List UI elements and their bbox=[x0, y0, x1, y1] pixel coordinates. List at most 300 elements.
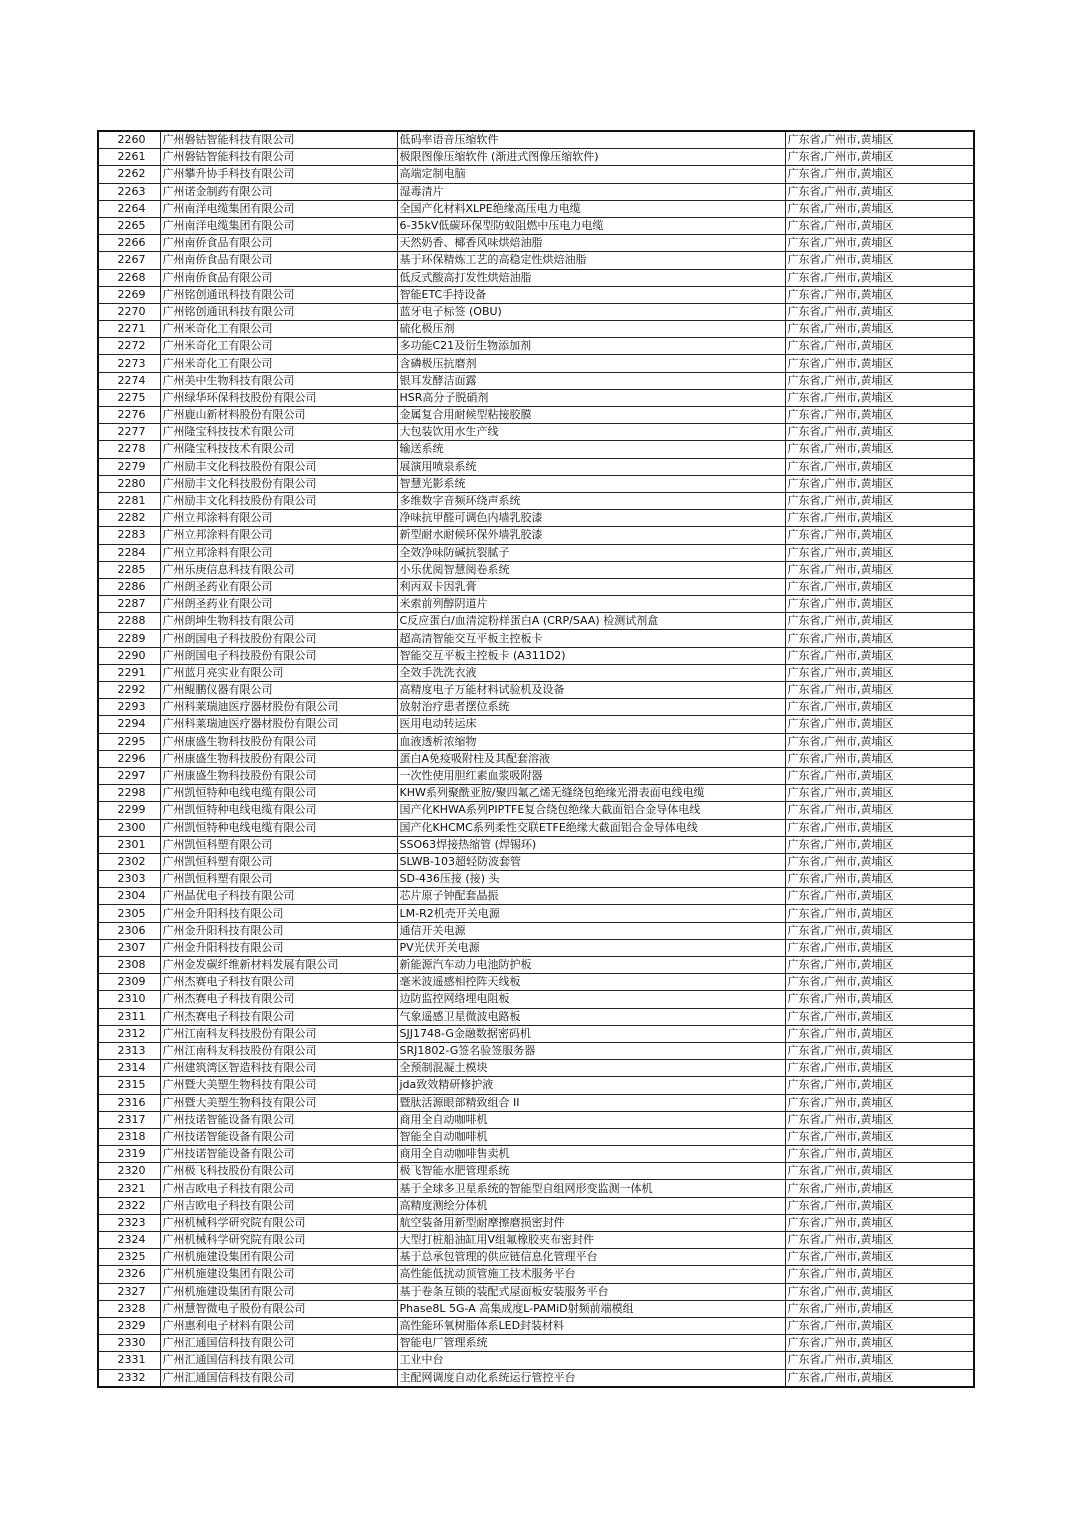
table-row bbox=[98, 974, 974, 991]
row-number-cell: 2325 bbox=[98, 1249, 160, 1266]
table-row bbox=[98, 200, 974, 217]
table-row bbox=[98, 1317, 974, 1334]
region-cell: 广东省,广州市,黄埔区 bbox=[785, 217, 974, 234]
row-number-cell: 2304 bbox=[98, 888, 160, 905]
row-number-cell: 2314 bbox=[98, 1060, 160, 1077]
table-row bbox=[98, 939, 974, 956]
region-cell: 广东省,广州市,黄埔区 bbox=[785, 1335, 974, 1352]
row-number-cell: 2298 bbox=[98, 785, 160, 802]
row-number-cell: 2312 bbox=[98, 1025, 160, 1042]
company-name-cell: 广州机施建设集团有限公司 bbox=[160, 1283, 397, 1300]
company-name-cell: 广州建筑湾区智造科技有限公司 bbox=[160, 1060, 397, 1077]
region-cell: 广东省,广州市,黄埔区 bbox=[785, 750, 974, 767]
product-name-cell: SSO63焊接热缩管 (焊锡环) bbox=[397, 836, 785, 853]
product-name-cell: 基于总承包管理的供应链信息化管理平台 bbox=[397, 1249, 785, 1266]
region-cell: 广东省,广州市,黄埔区 bbox=[785, 1369, 974, 1387]
table-row bbox=[98, 286, 974, 303]
region-cell: 广东省,广州市,黄埔区 bbox=[785, 389, 974, 406]
table-row bbox=[98, 389, 974, 406]
company-name-cell: 广州攀升协手科技有限公司 bbox=[160, 166, 397, 183]
table-row bbox=[98, 716, 974, 733]
table-row bbox=[98, 458, 974, 475]
row-number-cell: 2294 bbox=[98, 716, 160, 733]
row-number-cell: 2315 bbox=[98, 1077, 160, 1094]
company-name-cell: 广州朗圣药业有限公司 bbox=[160, 596, 397, 613]
row-number-cell: 2288 bbox=[98, 613, 160, 630]
company-name-cell: 广州朗国电子科技股份有限公司 bbox=[160, 647, 397, 664]
region-cell: 广东省,广州市,黄埔区 bbox=[785, 407, 974, 424]
company-name-cell: 广州技诺智能设备有限公司 bbox=[160, 1111, 397, 1128]
row-number-cell: 2275 bbox=[98, 389, 160, 406]
product-name-cell: 基于全球多卫星系统的智能型自组网形变监测一体机 bbox=[397, 1180, 785, 1197]
region-cell: 广东省,广州市,黄埔区 bbox=[785, 441, 974, 458]
product-name-cell: 智能电厂管理系统 bbox=[397, 1335, 785, 1352]
region-cell: 广东省,广州市,黄埔区 bbox=[785, 1180, 974, 1197]
product-name-cell: 高性能低扰动顶管施工技术服务平台 bbox=[397, 1266, 785, 1283]
row-number-cell: 2322 bbox=[98, 1197, 160, 1214]
region-cell: 广东省,广州市,黄埔区 bbox=[785, 871, 974, 888]
region-cell: 广东省,广州市,黄埔区 bbox=[785, 131, 974, 149]
region-cell: 广东省,广州市,黄埔区 bbox=[785, 424, 974, 441]
row-number-cell: 2311 bbox=[98, 1008, 160, 1025]
row-number-cell: 2331 bbox=[98, 1352, 160, 1369]
company-name-cell: 广州慧智微电子股份有限公司 bbox=[160, 1300, 397, 1317]
row-number-cell: 2285 bbox=[98, 561, 160, 578]
table-row bbox=[98, 1283, 974, 1300]
company-name-cell: 广州汇通国信科技有限公司 bbox=[160, 1335, 397, 1352]
product-name-cell: 国产化KHCMC系列柔性交联ETFE绝缘大截面铝合金导体电线 bbox=[397, 819, 785, 836]
table-row bbox=[98, 149, 974, 166]
table-row bbox=[98, 1232, 974, 1249]
product-name-cell: 输送系统 bbox=[397, 441, 785, 458]
region-cell: 广东省,广州市,黄埔区 bbox=[785, 303, 974, 320]
row-number-cell: 2273 bbox=[98, 355, 160, 372]
company-name-cell: 广州江南科友科技股份有限公司 bbox=[160, 1025, 397, 1042]
row-number-cell: 2310 bbox=[98, 991, 160, 1008]
row-number-cell: 2291 bbox=[98, 664, 160, 681]
company-name-cell: 广州汇通国信科技有限公司 bbox=[160, 1352, 397, 1369]
row-number-cell: 2293 bbox=[98, 699, 160, 716]
company-name-cell: 广州康盛生物科技股份有限公司 bbox=[160, 750, 397, 767]
row-number-cell: 2265 bbox=[98, 217, 160, 234]
product-name-cell: 大包装饮用水生产线 bbox=[397, 424, 785, 441]
company-name-cell: 广州科莱瑞迪医疗器材股份有限公司 bbox=[160, 699, 397, 716]
company-name-cell: 广州凯恒科塑有限公司 bbox=[160, 836, 397, 853]
row-number-cell: 2299 bbox=[98, 802, 160, 819]
table-row bbox=[98, 1249, 974, 1266]
table-row bbox=[98, 596, 974, 613]
row-number-cell: 2328 bbox=[98, 1300, 160, 1317]
row-number-cell: 2281 bbox=[98, 492, 160, 509]
table-row bbox=[98, 1300, 974, 1317]
product-name-cell: 血液透析浓缩物 bbox=[397, 733, 785, 750]
region-cell: 广东省,广州市,黄埔区 bbox=[785, 544, 974, 561]
row-number-cell: 2282 bbox=[98, 510, 160, 527]
product-name-cell: SJJ1748-G金融数据密码机 bbox=[397, 1025, 785, 1042]
row-number-cell: 2330 bbox=[98, 1335, 160, 1352]
company-name-cell: 广州凯恒特种电线电缆有限公司 bbox=[160, 819, 397, 836]
region-cell: 广东省,广州市,黄埔区 bbox=[785, 957, 974, 974]
product-name-cell: jda致效精研修护液 bbox=[397, 1077, 785, 1094]
product-name-cell: 智能交互平板主控板卡 (A311D2) bbox=[397, 647, 785, 664]
row-number-cell: 2277 bbox=[98, 424, 160, 441]
region-cell: 广东省,广州市,黄埔区 bbox=[785, 183, 974, 200]
table-row bbox=[98, 699, 974, 716]
region-cell: 广东省,广州市,黄埔区 bbox=[785, 785, 974, 802]
company-name-cell: 广州磐钴智能科技有限公司 bbox=[160, 131, 397, 149]
company-name-cell: 广州凯恒科塑有限公司 bbox=[160, 871, 397, 888]
table-row bbox=[98, 578, 974, 595]
table-row bbox=[98, 355, 974, 372]
region-cell: 广东省,广州市,黄埔区 bbox=[785, 561, 974, 578]
row-number-cell: 2286 bbox=[98, 578, 160, 595]
company-name-cell: 广州立邦涂料有限公司 bbox=[160, 527, 397, 544]
region-cell: 广东省,广州市,黄埔区 bbox=[785, 321, 974, 338]
region-cell: 广东省,广州市,黄埔区 bbox=[785, 733, 974, 750]
region-cell: 广东省,广州市,黄埔区 bbox=[785, 166, 974, 183]
region-cell: 广东省,广州市,黄埔区 bbox=[785, 1317, 974, 1334]
region-cell: 广东省,广州市,黄埔区 bbox=[785, 939, 974, 956]
company-name-cell: 广州磐钴智能科技有限公司 bbox=[160, 149, 397, 166]
company-name-cell: 广州米奇化工有限公司 bbox=[160, 355, 397, 372]
company-name-cell: 广州凯恒特种电线电缆有限公司 bbox=[160, 802, 397, 819]
row-number-cell: 2280 bbox=[98, 475, 160, 492]
region-cell: 广东省,广州市,黄埔区 bbox=[785, 647, 974, 664]
row-number-cell: 2274 bbox=[98, 372, 160, 389]
product-name-cell: 多功能C21及衍生物添加剂 bbox=[397, 338, 785, 355]
row-number-cell: 2266 bbox=[98, 235, 160, 252]
region-cell: 广东省,广州市,黄埔区 bbox=[785, 1128, 974, 1145]
table-row bbox=[98, 1128, 974, 1145]
company-name-cell: 广州江南科友科技股份有限公司 bbox=[160, 1042, 397, 1059]
company-name-cell: 广州惠利电子材料有限公司 bbox=[160, 1317, 397, 1334]
row-number-cell: 2263 bbox=[98, 183, 160, 200]
region-cell: 广东省,广州市,黄埔区 bbox=[785, 1146, 974, 1163]
region-cell: 广东省,广州市,黄埔区 bbox=[785, 269, 974, 286]
region-cell: 广东省,广州市,黄埔区 bbox=[785, 1042, 974, 1059]
company-name-cell: 广州美中生物科技有限公司 bbox=[160, 372, 397, 389]
product-name-cell: LM-R2机壳开关电源 bbox=[397, 905, 785, 922]
row-number-cell: 2272 bbox=[98, 338, 160, 355]
region-cell: 广东省,广州市,黄埔区 bbox=[785, 1266, 974, 1283]
product-name-cell: 低反式酸高打发性烘焙油脂 bbox=[397, 269, 785, 286]
row-number-cell: 2287 bbox=[98, 596, 160, 613]
region-cell: 广东省,广州市,黄埔区 bbox=[785, 492, 974, 509]
table-row bbox=[98, 1197, 974, 1214]
product-name-cell: SLWB-103超轻防波套管 bbox=[397, 853, 785, 870]
company-name-cell: 广州极飞科技股份有限公司 bbox=[160, 1163, 397, 1180]
company-name-cell: 广州康盛生物科技股份有限公司 bbox=[160, 767, 397, 784]
row-number-cell: 2329 bbox=[98, 1317, 160, 1334]
row-number-cell: 2261 bbox=[98, 149, 160, 166]
row-number-cell: 2303 bbox=[98, 871, 160, 888]
product-name-cell: 利丙双卡因乳膏 bbox=[397, 578, 785, 595]
region-cell: 广东省,广州市,黄埔区 bbox=[785, 1249, 974, 1266]
product-name-cell: 多维数字音频环绕声系统 bbox=[397, 492, 785, 509]
company-name-cell: 广州金升阳科技有限公司 bbox=[160, 905, 397, 922]
row-number-cell: 2295 bbox=[98, 733, 160, 750]
row-number-cell: 2267 bbox=[98, 252, 160, 269]
table-row bbox=[98, 441, 974, 458]
table-row bbox=[98, 303, 974, 320]
company-name-cell: 广州绿华环保科技股份有限公司 bbox=[160, 389, 397, 406]
region-cell: 广东省,广州市,黄埔区 bbox=[785, 922, 974, 939]
region-cell: 广东省,广州市,黄埔区 bbox=[785, 149, 974, 166]
table-row bbox=[98, 1042, 974, 1059]
table-row bbox=[98, 767, 974, 784]
region-cell: 广东省,广州市,黄埔区 bbox=[785, 235, 974, 252]
row-number-cell: 2264 bbox=[98, 200, 160, 217]
product-name-cell: 含磷极压抗磨剂 bbox=[397, 355, 785, 372]
company-name-cell: 广州金升阳科技有限公司 bbox=[160, 939, 397, 956]
product-name-cell: 航空装备用新型耐摩擦磨损密封件 bbox=[397, 1214, 785, 1231]
region-cell: 广东省,广州市,黄埔区 bbox=[785, 1232, 974, 1249]
table-body bbox=[98, 131, 974, 1387]
region-cell: 广东省,广州市,黄埔区 bbox=[785, 510, 974, 527]
table-row bbox=[98, 1369, 974, 1387]
region-cell: 广东省,广州市,黄埔区 bbox=[785, 355, 974, 372]
region-cell: 广东省,广州市,黄埔区 bbox=[785, 252, 974, 269]
row-number-cell: 2306 bbox=[98, 922, 160, 939]
region-cell: 广东省,广州市,黄埔区 bbox=[785, 853, 974, 870]
table-row bbox=[98, 647, 974, 664]
region-cell: 广东省,广州市,黄埔区 bbox=[785, 1163, 974, 1180]
table-row bbox=[98, 922, 974, 939]
company-name-cell: 广州朗国电子科技股份有限公司 bbox=[160, 630, 397, 647]
row-number-cell: 2260 bbox=[98, 131, 160, 149]
table-row bbox=[98, 1094, 974, 1111]
row-number-cell: 2292 bbox=[98, 682, 160, 699]
row-number-cell: 2301 bbox=[98, 836, 160, 853]
table-row bbox=[98, 235, 974, 252]
product-name-cell: 米索前列醇阴道片 bbox=[397, 596, 785, 613]
product-name-cell: C反应蛋白/血清淀粉样蛋白A (CRP/SAA) 检测试剂盒 bbox=[397, 613, 785, 630]
region-cell: 广东省,广州市,黄埔区 bbox=[785, 338, 974, 355]
product-name-cell: 净味抗甲醛可调色内墙乳胶漆 bbox=[397, 510, 785, 527]
table-row bbox=[98, 492, 974, 509]
product-name-cell: 工业中台 bbox=[397, 1352, 785, 1369]
company-name-cell: 广州励丰文化科技股份有限公司 bbox=[160, 475, 397, 492]
row-number-cell: 2297 bbox=[98, 767, 160, 784]
product-name-cell: 暨肽活源眼部精致组合 II bbox=[397, 1094, 785, 1111]
company-name-cell: 广州杰赛电子科技有限公司 bbox=[160, 991, 397, 1008]
row-number-cell: 2326 bbox=[98, 1266, 160, 1283]
row-number-cell: 2302 bbox=[98, 853, 160, 870]
product-name-cell: 主配网调度自动化系统运行管控平台 bbox=[397, 1369, 785, 1387]
row-number-cell: 2316 bbox=[98, 1094, 160, 1111]
table-row bbox=[98, 407, 974, 424]
table-row bbox=[98, 544, 974, 561]
row-number-cell: 2323 bbox=[98, 1214, 160, 1231]
region-cell: 广东省,广州市,黄埔区 bbox=[785, 836, 974, 853]
company-name-cell: 广州鲲鹏仪器有限公司 bbox=[160, 682, 397, 699]
region-cell: 广东省,广州市,黄埔区 bbox=[785, 286, 974, 303]
table-row bbox=[98, 613, 974, 630]
row-number-cell: 2307 bbox=[98, 939, 160, 956]
company-name-cell: 广州南洋电缆集团有限公司 bbox=[160, 217, 397, 234]
table-row bbox=[98, 905, 974, 922]
table-row bbox=[98, 871, 974, 888]
row-number-cell: 2279 bbox=[98, 458, 160, 475]
table-row bbox=[98, 630, 974, 647]
company-name-cell: 广州南侨食品有限公司 bbox=[160, 252, 397, 269]
company-name-cell: 广州立邦涂料有限公司 bbox=[160, 544, 397, 561]
region-cell: 广东省,广州市,黄埔区 bbox=[785, 888, 974, 905]
row-number-cell: 2262 bbox=[98, 166, 160, 183]
product-name-cell: 高端定制电脑 bbox=[397, 166, 785, 183]
product-name-cell: 一次性使用胆红素血浆吸附器 bbox=[397, 767, 785, 784]
product-name-cell: 芯片原子钟配套晶振 bbox=[397, 888, 785, 905]
product-name-cell: 湿毒清片 bbox=[397, 183, 785, 200]
product-name-cell: 全效手洗洗衣液 bbox=[397, 664, 785, 681]
company-name-cell: 广州米奇化工有限公司 bbox=[160, 338, 397, 355]
product-name-cell: 医用电动转运床 bbox=[397, 716, 785, 733]
table-row bbox=[98, 372, 974, 389]
table-row bbox=[98, 424, 974, 441]
company-name-cell: 广州鹿山新材料股份有限公司 bbox=[160, 407, 397, 424]
row-number-cell: 2271 bbox=[98, 321, 160, 338]
company-name-cell: 广州金升阳科技有限公司 bbox=[160, 922, 397, 939]
company-name-cell: 广州机施建设集团有限公司 bbox=[160, 1266, 397, 1283]
region-cell: 广东省,广州市,黄埔区 bbox=[785, 991, 974, 1008]
table-row bbox=[98, 561, 974, 578]
region-cell: 广东省,广州市,黄埔区 bbox=[785, 1094, 974, 1111]
region-cell: 广东省,广州市,黄埔区 bbox=[785, 1111, 974, 1128]
region-cell: 广东省,广州市,黄埔区 bbox=[785, 1008, 974, 1025]
region-cell: 广东省,广州市,黄埔区 bbox=[785, 1352, 974, 1369]
table-row bbox=[98, 802, 974, 819]
table-row bbox=[98, 1266, 974, 1283]
product-name-cell: 小乐优阅智慧阅卷系统 bbox=[397, 561, 785, 578]
table-row bbox=[98, 321, 974, 338]
row-number-cell: 2308 bbox=[98, 957, 160, 974]
product-name-cell: 大型打桩船油缸用V组氟橡胶夹布密封件 bbox=[397, 1232, 785, 1249]
product-name-cell: SRJ1802-G签名验签服务器 bbox=[397, 1042, 785, 1059]
product-name-cell: 金属复合用耐候型粘接胶膜 bbox=[397, 407, 785, 424]
table-row bbox=[98, 1180, 974, 1197]
company-name-cell: 广州南侨食品有限公司 bbox=[160, 269, 397, 286]
region-cell: 广东省,广州市,黄埔区 bbox=[785, 802, 974, 819]
region-cell: 广东省,广州市,黄埔区 bbox=[785, 613, 974, 630]
row-number-cell: 2278 bbox=[98, 441, 160, 458]
product-name-cell: 低码率语音压缩软件 bbox=[397, 131, 785, 149]
row-number-cell: 2270 bbox=[98, 303, 160, 320]
region-cell: 广东省,广州市,黄埔区 bbox=[785, 200, 974, 217]
table-row bbox=[98, 131, 974, 149]
row-number-cell: 2324 bbox=[98, 1232, 160, 1249]
product-name-cell: 智慧光影系统 bbox=[397, 475, 785, 492]
product-name-cell: 极飞智能水肥管理系统 bbox=[397, 1163, 785, 1180]
region-cell: 广东省,广州市,黄埔区 bbox=[785, 905, 974, 922]
region-cell: 广东省,广州市,黄埔区 bbox=[785, 767, 974, 784]
company-name-cell: 广州励丰文化科技股份有限公司 bbox=[160, 458, 397, 475]
row-number-cell: 2317 bbox=[98, 1111, 160, 1128]
company-name-cell: 广州隆宝科技技术有限公司 bbox=[160, 424, 397, 441]
product-name-cell: 边防监控网络埋电阻板 bbox=[397, 991, 785, 1008]
company-name-cell: 广州铭创通讯科技有限公司 bbox=[160, 286, 397, 303]
region-cell: 广东省,广州市,黄埔区 bbox=[785, 372, 974, 389]
company-name-cell: 广州诺金制药有限公司 bbox=[160, 183, 397, 200]
table-row bbox=[98, 819, 974, 836]
table-row bbox=[98, 682, 974, 699]
table-row bbox=[98, 252, 974, 269]
table-row bbox=[98, 183, 974, 200]
table-row bbox=[98, 475, 974, 492]
region-cell: 广东省,广州市,黄埔区 bbox=[785, 974, 974, 991]
row-number-cell: 2318 bbox=[98, 1128, 160, 1145]
company-name-cell: 广州暨大美塑生物科技有限公司 bbox=[160, 1094, 397, 1111]
company-name-cell: 广州乐庚信息科技有限公司 bbox=[160, 561, 397, 578]
row-number-cell: 2283 bbox=[98, 527, 160, 544]
company-name-cell: 广州康盛生物科技股份有限公司 bbox=[160, 733, 397, 750]
table-row bbox=[98, 1352, 974, 1369]
product-name-cell: PV光伏开关电源 bbox=[397, 939, 785, 956]
company-name-cell: 广州南侨食品有限公司 bbox=[160, 235, 397, 252]
product-name-cell: 全效净味防碱抗裂腻子 bbox=[397, 544, 785, 561]
row-number-cell: 2268 bbox=[98, 269, 160, 286]
table-row bbox=[98, 527, 974, 544]
company-name-cell: 广州蓝月亮实业有限公司 bbox=[160, 664, 397, 681]
company-name-cell: 广州技诺智能设备有限公司 bbox=[160, 1128, 397, 1145]
product-name-cell: 6-35kV低碳环保型防蚁阻燃中压电力电缆 bbox=[397, 217, 785, 234]
region-cell: 广东省,广州市,黄埔区 bbox=[785, 1283, 974, 1300]
company-name-cell: 广州晶优电子科技有限公司 bbox=[160, 888, 397, 905]
row-number-cell: 2313 bbox=[98, 1042, 160, 1059]
table-row bbox=[98, 957, 974, 974]
product-name-cell: 天然奶香、椰香风味烘焙油脂 bbox=[397, 235, 785, 252]
row-number-cell: 2321 bbox=[98, 1180, 160, 1197]
company-name-cell: 广州凯恒科塑有限公司 bbox=[160, 853, 397, 870]
product-name-cell: 通信开关电源 bbox=[397, 922, 785, 939]
company-name-cell: 广州朗坤生物科技有限公司 bbox=[160, 613, 397, 630]
region-cell: 广东省,广州市,黄埔区 bbox=[785, 527, 974, 544]
company-name-cell: 广州南洋电缆集团有限公司 bbox=[160, 200, 397, 217]
product-name-cell: SD-436压接 (接) 头 bbox=[397, 871, 785, 888]
row-number-cell: 2276 bbox=[98, 407, 160, 424]
table-row bbox=[98, 1146, 974, 1163]
row-number-cell: 2327 bbox=[98, 1283, 160, 1300]
table-row bbox=[98, 991, 974, 1008]
company-name-cell: 广州汇通国信科技有限公司 bbox=[160, 1369, 397, 1387]
company-name-cell: 广州金发碳纤维新材料发展有限公司 bbox=[160, 957, 397, 974]
row-number-cell: 2284 bbox=[98, 544, 160, 561]
company-name-cell: 广州杰赛电子科技有限公司 bbox=[160, 974, 397, 991]
product-name-cell: 蛋白A免疫吸附柱及其配套溶液 bbox=[397, 750, 785, 767]
company-name-cell: 广州科莱瑞迪医疗器材股份有限公司 bbox=[160, 716, 397, 733]
product-name-cell: 商用全自动咖啡机 bbox=[397, 1111, 785, 1128]
table-row bbox=[98, 269, 974, 286]
table-row bbox=[98, 750, 974, 767]
table-row bbox=[98, 785, 974, 802]
table-row bbox=[98, 1008, 974, 1025]
company-name-cell: 广州隆宝科技技术有限公司 bbox=[160, 441, 397, 458]
company-name-cell: 广州机械科学研究院有限公司 bbox=[160, 1232, 397, 1249]
region-cell: 广东省,广州市,黄埔区 bbox=[785, 1060, 974, 1077]
company-name-cell: 广州凯恒特种电线电缆有限公司 bbox=[160, 785, 397, 802]
enterprise-product-table bbox=[97, 130, 975, 1388]
table-row bbox=[98, 1077, 974, 1094]
row-number-cell: 2289 bbox=[98, 630, 160, 647]
region-cell: 广东省,广州市,黄埔区 bbox=[785, 475, 974, 492]
product-name-cell: 蓝牙电子标签 (OBU) bbox=[397, 303, 785, 320]
product-name-cell: HSR高分子脱硝剂 bbox=[397, 389, 785, 406]
company-name-cell: 广州技诺智能设备有限公司 bbox=[160, 1146, 397, 1163]
table-row bbox=[98, 1335, 974, 1352]
product-name-cell: 放射治疗患者摆位系统 bbox=[397, 699, 785, 716]
product-name-cell: 高精度测绘分体机 bbox=[397, 1197, 785, 1214]
region-cell: 广东省,广州市,黄埔区 bbox=[785, 664, 974, 681]
table-row bbox=[98, 1025, 974, 1042]
